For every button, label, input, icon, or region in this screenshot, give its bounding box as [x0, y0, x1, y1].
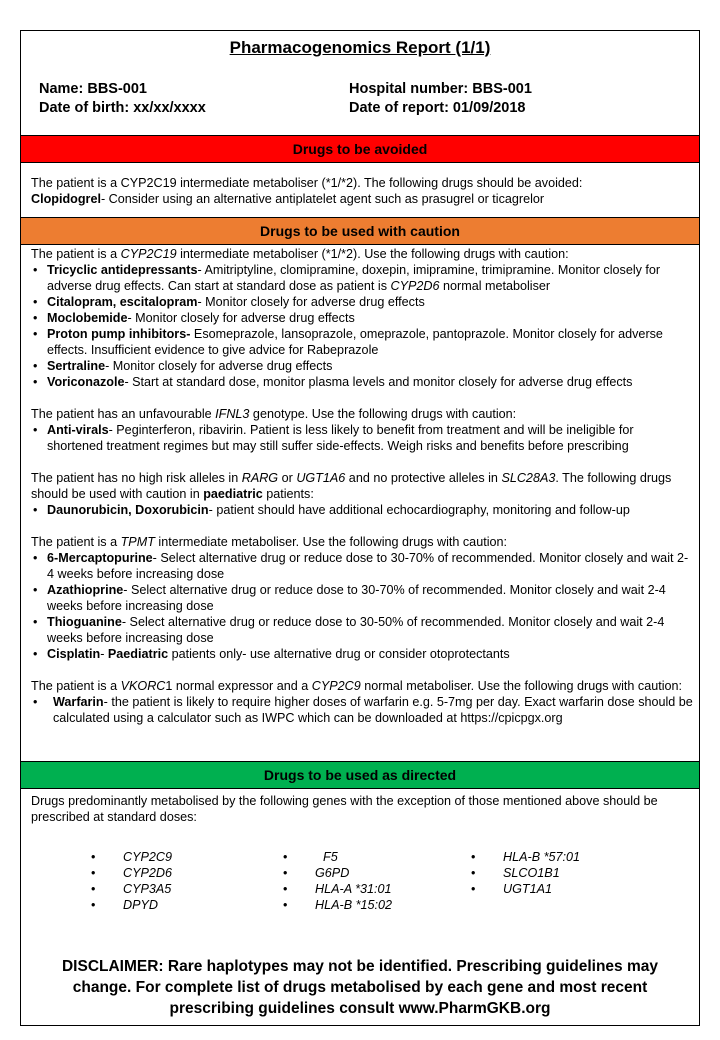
list-item: • Cisplatin- Paediatric patients only- use alternative drug or consider otoprotectants [31, 646, 693, 662]
list-item: • Voriconazole- Start at standard dose, monitor plasma levels and monitor closely for adverse drug effects [31, 374, 693, 390]
list-item: • Warfarin- the patient is likely to require higher doses of warfarin e.g. 5-7mg per day. Exact warfarin dose should be calculated using a calculator such as IWPC which can be downloaded at https://cpicpgx.org [31, 694, 693, 726]
list-item: • HLA-B *57:01 [471, 849, 580, 865]
list-item: • 6-Mercaptopurine- Select alternative drug or reduce dose to 30-70% of recommended. Monitor closely and wait 2-4 weeks before increasing dose [31, 550, 693, 582]
patient-info [39, 80, 679, 118]
list-item: • Sertraline- Monitor closely for adverse drug effects [31, 358, 693, 374]
patient-name: Name: BBS-001 [39, 81, 147, 97]
report-title: Pharmacogenomics Report (1/1) [229, 38, 491, 57]
list-item: • Citalopram, escitalopram- Monitor closely for adverse drug effects [31, 294, 693, 310]
list-item: • G6PD [283, 865, 392, 881]
caution-p1-list [31, 262, 693, 390]
avoided-header: Drugs to be avoided [21, 135, 699, 163]
list-item: • HLA-B *15:02 [283, 897, 392, 913]
list-item: • DPYD [91, 897, 172, 913]
report-date: Date of report: 01/09/2018 [349, 100, 526, 116]
gene-cyp2c19: CYP2C19 [120, 247, 177, 261]
gene-tpmt: TPMT [120, 535, 155, 549]
list-item: • Daunorubicin, Doxorubicin- patient should have additional echocardiography, monitoring and follow-up [31, 502, 693, 518]
caution-p3-intro: The patient has no high risk alleles in RARG or UGT1A6 and no protective alleles in SLC28A3. The following drugs should be used with caution in paediatric patients: [31, 471, 672, 501]
list-item: • Tricyclic antidepressants- Amitriptyline, clomipramine, doxepin, imipramine, trimipramine. Monitor closely for adverse drug effects. Can start at standard dose as patient is CYP2D6 normal metaboliser [31, 262, 693, 294]
gene-list-1 [91, 849, 172, 913]
caution-p3-list [31, 502, 693, 518]
caution-header: Drugs to be used with caution [21, 217, 699, 245]
directed-header: Drugs to be used as directed [21, 761, 699, 789]
caution-p2-list [31, 422, 693, 454]
gene-list-2 [283, 849, 392, 913]
list-item: • Anti-virals- Peginterferon, ribavirin. Patient is less likely to benefit from treatment and will be ineligible for shortened treatment regimes but may still suffer side-effects. Weigh risks and benefits before prescribing [31, 422, 693, 454]
avoided-section [31, 175, 693, 207]
list-item: • CYP2C9 [91, 849, 172, 865]
avoided-drug-text: - Consider using an alternative antiplatelet agent such as prasugrel or ticagrelor [100, 192, 545, 206]
list-item: • CYP3A5 [91, 881, 172, 897]
caution-p5-list [31, 694, 693, 726]
hospital-number: Hospital number: BBS-001 [349, 81, 532, 97]
caution-p5-intro: The patient is a VKORC1 normal expressor and a CYP2C9 normal metaboliser. Use the following drugs with caution: [31, 679, 683, 693]
disclaimer: DISCLAIMER: Rare haplotypes may not be identified. Prescribing guidelines may change. For complete list of drugs metabolised by each gene and most recent prescribing guidelines consult www.PharmGKB.org [61, 958, 658, 1017]
list-item: • Thioguanine- Select alternative drug or reduce dose to 30-50% of recommended. Monitor closely and wait 2-4 weeks before increasing dose [31, 614, 693, 646]
caution-p4-list [31, 550, 693, 662]
list-item: • Azathioprine- Select alternative drug or reduce dose to 30-70% of recommended. Monitor closely and wait 2-4 weeks before increasing dose [31, 582, 693, 614]
list-item: • UGT1A1 [471, 881, 580, 897]
list-item: • HLA-A *31:01 [283, 881, 392, 897]
caution-section [31, 246, 693, 726]
avoided-drug-line [31, 191, 693, 207]
list-item: • Proton pump inhibitors- Esomeprazole, lansoprazole, omeprazole, pantoprazole. Monitor closely for adverse effects. Insufficient evidence to give advice for Rabeprazole [31, 326, 693, 358]
gene-ifnl3: IFNL3 [215, 407, 250, 421]
list-item: • Moclobemide- Monitor closely for adverse drug effects [31, 310, 693, 326]
list-item: • SLCO1B1 [471, 865, 580, 881]
list-item: • F5 [283, 849, 392, 865]
date-of-birth: Date of birth: xx/xx/xxxx [39, 100, 206, 116]
caution-p1-intro: The patient is a CYP2C19 intermediate metaboliser (*1/*2). Use the following drugs with caution: [31, 247, 569, 261]
caution-p4-intro: The patient is a TPMT intermediate metaboliser. Use the following drugs with caution: [31, 535, 507, 549]
report-page [20, 30, 700, 1026]
list-item: • CYP2D6 [91, 865, 172, 881]
directed-intro: Drugs predominantly metabolised by the following genes with the exception of those mentioned above should be prescribed at standard doses: [31, 794, 658, 824]
avoided-intro: The patient is a CYP2C19 intermediate metaboliser (*1/*2). The following drugs should be avoided: [31, 176, 583, 190]
gene-list-3 [471, 849, 580, 897]
caution-p2-intro: The patient has an unfavourable IFNL3 genotype. Use the following drugs with caution: [31, 407, 517, 421]
avoided-drug: Clopidogrel [31, 192, 101, 206]
